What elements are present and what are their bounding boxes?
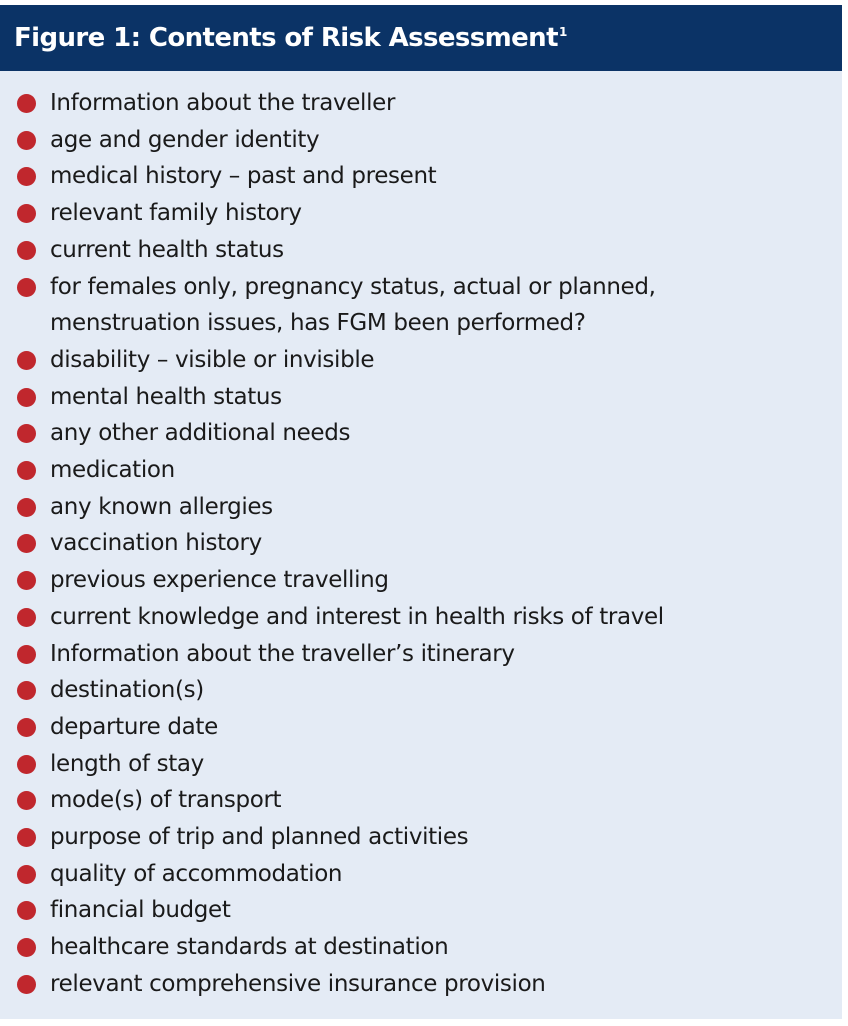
list-item-text: healthcare standards at destination (50, 934, 449, 961)
bullet-icon (17, 608, 36, 627)
list-item-text: financial budget (50, 897, 231, 924)
list-item (0, 562, 842, 599)
list-item-text: current health status (50, 236, 284, 263)
list-item-text: any known allergies (50, 493, 273, 520)
bullet-icon (17, 901, 36, 920)
list-item (0, 342, 842, 379)
list-item (0, 269, 842, 342)
list-item-text: relevant comprehensive insurance provision (50, 970, 546, 997)
list-item (0, 892, 842, 929)
list-item (0, 599, 842, 636)
bullet-icon (17, 645, 36, 664)
list-item-text: medication (50, 457, 175, 484)
list-item-text: length of stay (50, 750, 204, 777)
list-item-text: departure date (50, 713, 218, 740)
risk-assessment-list (0, 85, 842, 1003)
bullet-icon (17, 755, 36, 774)
list-item-text: medical history – past and present (50, 163, 437, 190)
figure-title-text: Figure 1: Contents of Risk Assessment (14, 23, 558, 53)
list-item (0, 856, 842, 893)
list-item (0, 379, 842, 416)
bullet-icon (17, 388, 36, 407)
bullet-icon (17, 938, 36, 957)
list-item (0, 709, 842, 746)
bullet-icon (17, 718, 36, 737)
figure-panel (0, 5, 842, 1019)
list-item-text: quality of accommodation (50, 860, 343, 887)
bullet-icon (17, 94, 36, 113)
list-item (0, 85, 842, 122)
bullet-icon (17, 571, 36, 590)
list-item (0, 489, 842, 526)
list-item (0, 452, 842, 489)
list-item (0, 195, 842, 232)
bullet-icon (17, 424, 36, 443)
bullet-icon (17, 534, 36, 553)
list-item (0, 122, 842, 159)
bullet-icon (17, 351, 36, 370)
list-item (0, 232, 842, 269)
figure-header (0, 5, 842, 71)
list-item-text: vaccination history (50, 530, 262, 557)
list-item (0, 636, 842, 673)
list-item (0, 415, 842, 452)
list-item-text: disability – visible or invisible (50, 346, 375, 373)
bullet-icon (17, 681, 36, 700)
bullet-icon (17, 241, 36, 260)
bullet-icon (17, 791, 36, 810)
list-item-text: relevant family history (50, 200, 302, 227)
bullet-icon (17, 278, 36, 297)
list-item-text: current knowledge and interest in health risks of travel (50, 603, 664, 630)
bullet-icon (17, 975, 36, 994)
list-item-text: purpose of trip and planned activities (50, 824, 469, 851)
list-item (0, 966, 842, 1003)
list-item (0, 525, 842, 562)
list-item-text: for females only, pregnancy status, actual or planned, (50, 273, 656, 300)
list-item (0, 672, 842, 709)
bullet-icon (17, 865, 36, 884)
list-item-text: destination(s) (50, 677, 204, 704)
footnote-marker: 1 (558, 25, 567, 39)
list-item (0, 782, 842, 819)
list-item-text: any other additional needs (50, 420, 351, 447)
figure-title (14, 23, 567, 53)
list-item-text: previous experience travelling (50, 567, 389, 594)
list-item (0, 929, 842, 966)
bullet-icon (17, 461, 36, 480)
list-item-text: age and gender identity (50, 126, 320, 153)
bullet-icon (17, 498, 36, 517)
list-item-text: Information about the traveller’s itinerary (50, 640, 515, 667)
list-item-text: mental health status (50, 383, 282, 410)
bullet-icon (17, 131, 36, 150)
bullet-icon (17, 167, 36, 186)
bullet-icon (17, 828, 36, 847)
bullet-icon (17, 204, 36, 223)
list-item (0, 158, 842, 195)
list-item-text: Information about the traveller (50, 90, 396, 116)
list-item (0, 819, 842, 856)
list-item-text: mode(s) of transport (50, 787, 282, 814)
list-item-text: menstruation issues, has FGM been performed? (50, 310, 586, 337)
list-item (0, 746, 842, 783)
